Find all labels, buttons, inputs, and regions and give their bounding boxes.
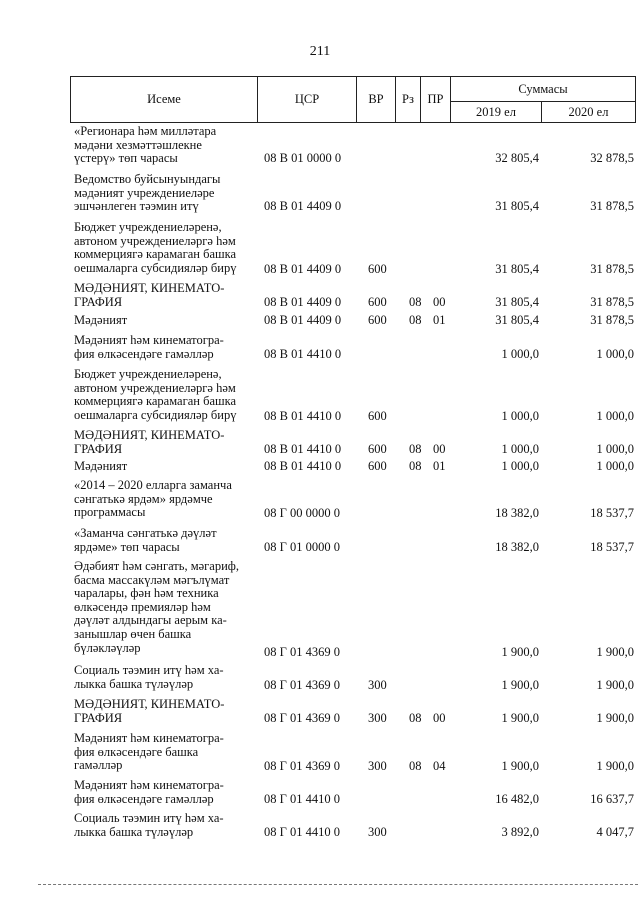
row-name: Әдәбият һәм сәнгать, мәгариф, басма массакүләм мәгълүмат чаралары, фән һәм техника өлкәсендә премияләр һәм дәүләт алдындагы аерым ка- занышлар өчен башка бүләкләүләр [74, 559, 240, 655]
table-row [74, 479, 634, 523]
header-sums: Суммасы [450, 76, 636, 102]
row-value-2019: 1 000,0 [501, 459, 539, 473]
row-name: Социаль тәэмин итү һәм ха- лыкка башка түләүләр [74, 811, 224, 839]
table-row [74, 368, 634, 426]
row-value-2019: 1 900,0 [501, 678, 539, 692]
table-row [74, 460, 634, 476]
table-row [74, 560, 634, 658]
row-pr: 00 [433, 711, 446, 725]
row-csr: 08 В 01 4410 0 [264, 459, 342, 473]
row-pr: 00 [433, 442, 446, 456]
row-csr: 08 Г 00 0000 0 [264, 506, 340, 520]
table-row [74, 698, 634, 728]
row-rz: 08 [409, 442, 422, 456]
header-rz: Рз [395, 76, 421, 123]
row-value-2020: 31 878,5 [590, 199, 634, 213]
row-value-2020: 1 900,0 [596, 645, 634, 659]
row-value-2019: 31 805,4 [495, 295, 539, 309]
row-vr: 600 [368, 262, 387, 276]
row-csr: 08 Г 01 4369 0 [264, 678, 340, 692]
table-row [74, 664, 634, 694]
row-value-2019: 1 900,0 [501, 759, 539, 773]
table-row [74, 429, 634, 459]
row-value-2019: 31 805,4 [495, 313, 539, 327]
row-rz: 08 [409, 313, 422, 327]
row-vr: 300 [368, 825, 387, 839]
table-row [74, 314, 634, 330]
row-name: МӘДӘНИЯТ, КИНЕМАТО- ГРАФИЯ [74, 697, 225, 725]
header-name: Исеме [70, 76, 258, 123]
table-row [74, 812, 634, 842]
bottom-divider [38, 884, 638, 885]
table-row [74, 779, 634, 809]
row-csr: 08 В 01 4409 0 [264, 199, 342, 213]
table-row [74, 221, 634, 279]
row-name: «2014 – 2020 елларга заманча сәнгатькә ярдәм» ярдәмче программасы [74, 478, 232, 520]
row-name: «Заманча сәнгатькә дәүләт ярдәме» төп чарасы [74, 526, 217, 554]
row-csr: 08 В 01 4409 0 [264, 295, 342, 309]
row-value-2019: 1 900,0 [501, 711, 539, 725]
page-number: 211 [309, 44, 331, 59]
row-name: Мәдәният һәм кинематогра- фия өлкәсендәге гамәлләр [74, 333, 224, 361]
row-csr: 08 Г 01 4369 0 [264, 645, 340, 659]
row-rz: 08 [409, 711, 422, 725]
header-csr: ЦСР [257, 76, 357, 123]
row-value-2019: 1 000,0 [501, 409, 539, 423]
row-value-2020: 18 537,7 [590, 506, 634, 520]
row-value-2020: 1 000,0 [596, 347, 634, 361]
row-name: Бюджет учреждениеләренә, автоном учреждениеләргә һәм коммерциягә карамаган башка оешмаларга субсидияләр бирү [74, 220, 237, 275]
row-csr: 08 В 01 4409 0 [264, 313, 342, 327]
row-vr: 300 [368, 678, 387, 692]
row-vr: 600 [368, 442, 387, 456]
row-rz: 08 [409, 759, 422, 773]
row-pr: 01 [433, 459, 446, 473]
row-vr: 600 [368, 459, 387, 473]
row-name: Ведомство буйсынуындагы мәдәният учреждениеләре эшчәнлеген тәэмин итү [74, 172, 221, 214]
row-value-2020: 1 900,0 [596, 711, 634, 725]
row-value-2020: 31 878,5 [590, 295, 634, 309]
row-csr: 08 В 01 4410 0 [264, 347, 342, 361]
row-value-2020: 16 637,7 [590, 792, 634, 806]
row-vr: 600 [368, 313, 387, 327]
header-pr: ПР [420, 76, 451, 123]
row-csr: 08 Г 01 4410 0 [264, 825, 340, 839]
header-vr: ВР [356, 76, 396, 123]
row-value-2020: 31 878,5 [590, 262, 634, 276]
row-name: Мәдәният һәм кинематогра- фия өлкәсендәге гамәлләр [74, 778, 224, 806]
row-value-2020: 1 000,0 [596, 459, 634, 473]
row-csr: 08 В 01 4409 0 [264, 262, 342, 276]
row-pr: 01 [433, 313, 446, 327]
table-row [74, 527, 634, 557]
row-value-2019: 18 382,0 [495, 540, 539, 554]
row-value-2020: 4 047,7 [596, 825, 634, 839]
row-csr: 08 В 01 0000 0 [264, 151, 342, 165]
row-rz: 08 [409, 459, 422, 473]
row-value-2020: 32 878,5 [590, 151, 634, 165]
header-2019: 2019 ел [450, 101, 542, 123]
table-row [74, 173, 634, 217]
row-value-2020: 1 000,0 [596, 442, 634, 456]
row-name: Мәдәният [74, 313, 128, 327]
row-pr: 04 [433, 759, 446, 773]
row-vr: 300 [368, 759, 387, 773]
row-value-2019: 31 805,4 [495, 199, 539, 213]
row-value-2020: 31 878,5 [590, 313, 634, 327]
row-name: Мәдәният [74, 459, 128, 473]
table-row [74, 732, 634, 776]
row-vr: 600 [368, 409, 387, 423]
table-row [74, 282, 634, 312]
header-2020: 2020 ел [541, 101, 636, 123]
row-csr: 08 Г 01 4410 0 [264, 792, 340, 806]
row-value-2019: 3 892,0 [501, 825, 539, 839]
row-vr: 300 [368, 711, 387, 725]
row-csr: 08 В 01 4410 0 [264, 442, 342, 456]
row-pr: 00 [433, 295, 446, 309]
row-value-2019: 31 805,4 [495, 262, 539, 276]
row-value-2019: 1 000,0 [501, 442, 539, 456]
row-value-2019: 32 805,4 [495, 151, 539, 165]
row-csr: 08 В 01 4410 0 [264, 409, 342, 423]
row-value-2019: 1 000,0 [501, 347, 539, 361]
row-rz: 08 [409, 295, 422, 309]
row-value-2020: 1 000,0 [596, 409, 634, 423]
row-name: «Регионара һәм милләтара мәдәни хезмәттәшлекне үстерү» төп чарасы [74, 124, 217, 166]
row-value-2019: 1 900,0 [501, 645, 539, 659]
row-name: МӘДӘНИЯТ, КИНЕМАТО- ГРАФИЯ [74, 428, 225, 456]
row-csr: 08 Г 01 0000 0 [264, 540, 340, 554]
row-value-2020: 1 900,0 [596, 759, 634, 773]
row-name: Бюджет учреждениеләренә, автоном учреждениеләргә һәм коммерциягә карамаган башка оешмаларга субсидияләр бирү [74, 367, 237, 422]
table-row [74, 334, 634, 364]
row-name: Мәдәният һәм кинематогра- фия өлкәсендәге башка гамәлләр [74, 731, 224, 773]
row-name: МӘДӘНИЯТ, КИНЕМАТО- ГРАФИЯ [74, 281, 225, 309]
row-value-2019: 18 382,0 [495, 506, 539, 520]
row-name: Социаль тәэмин итү һәм ха- лыкка башка түләүләр [74, 663, 224, 691]
row-value-2020: 1 900,0 [596, 678, 634, 692]
row-value-2020: 18 537,7 [590, 540, 634, 554]
row-csr: 08 Г 01 4369 0 [264, 759, 340, 773]
row-value-2019: 16 482,0 [495, 792, 539, 806]
table-row [74, 125, 634, 169]
row-vr: 600 [368, 295, 387, 309]
row-csr: 08 Г 01 4369 0 [264, 711, 340, 725]
